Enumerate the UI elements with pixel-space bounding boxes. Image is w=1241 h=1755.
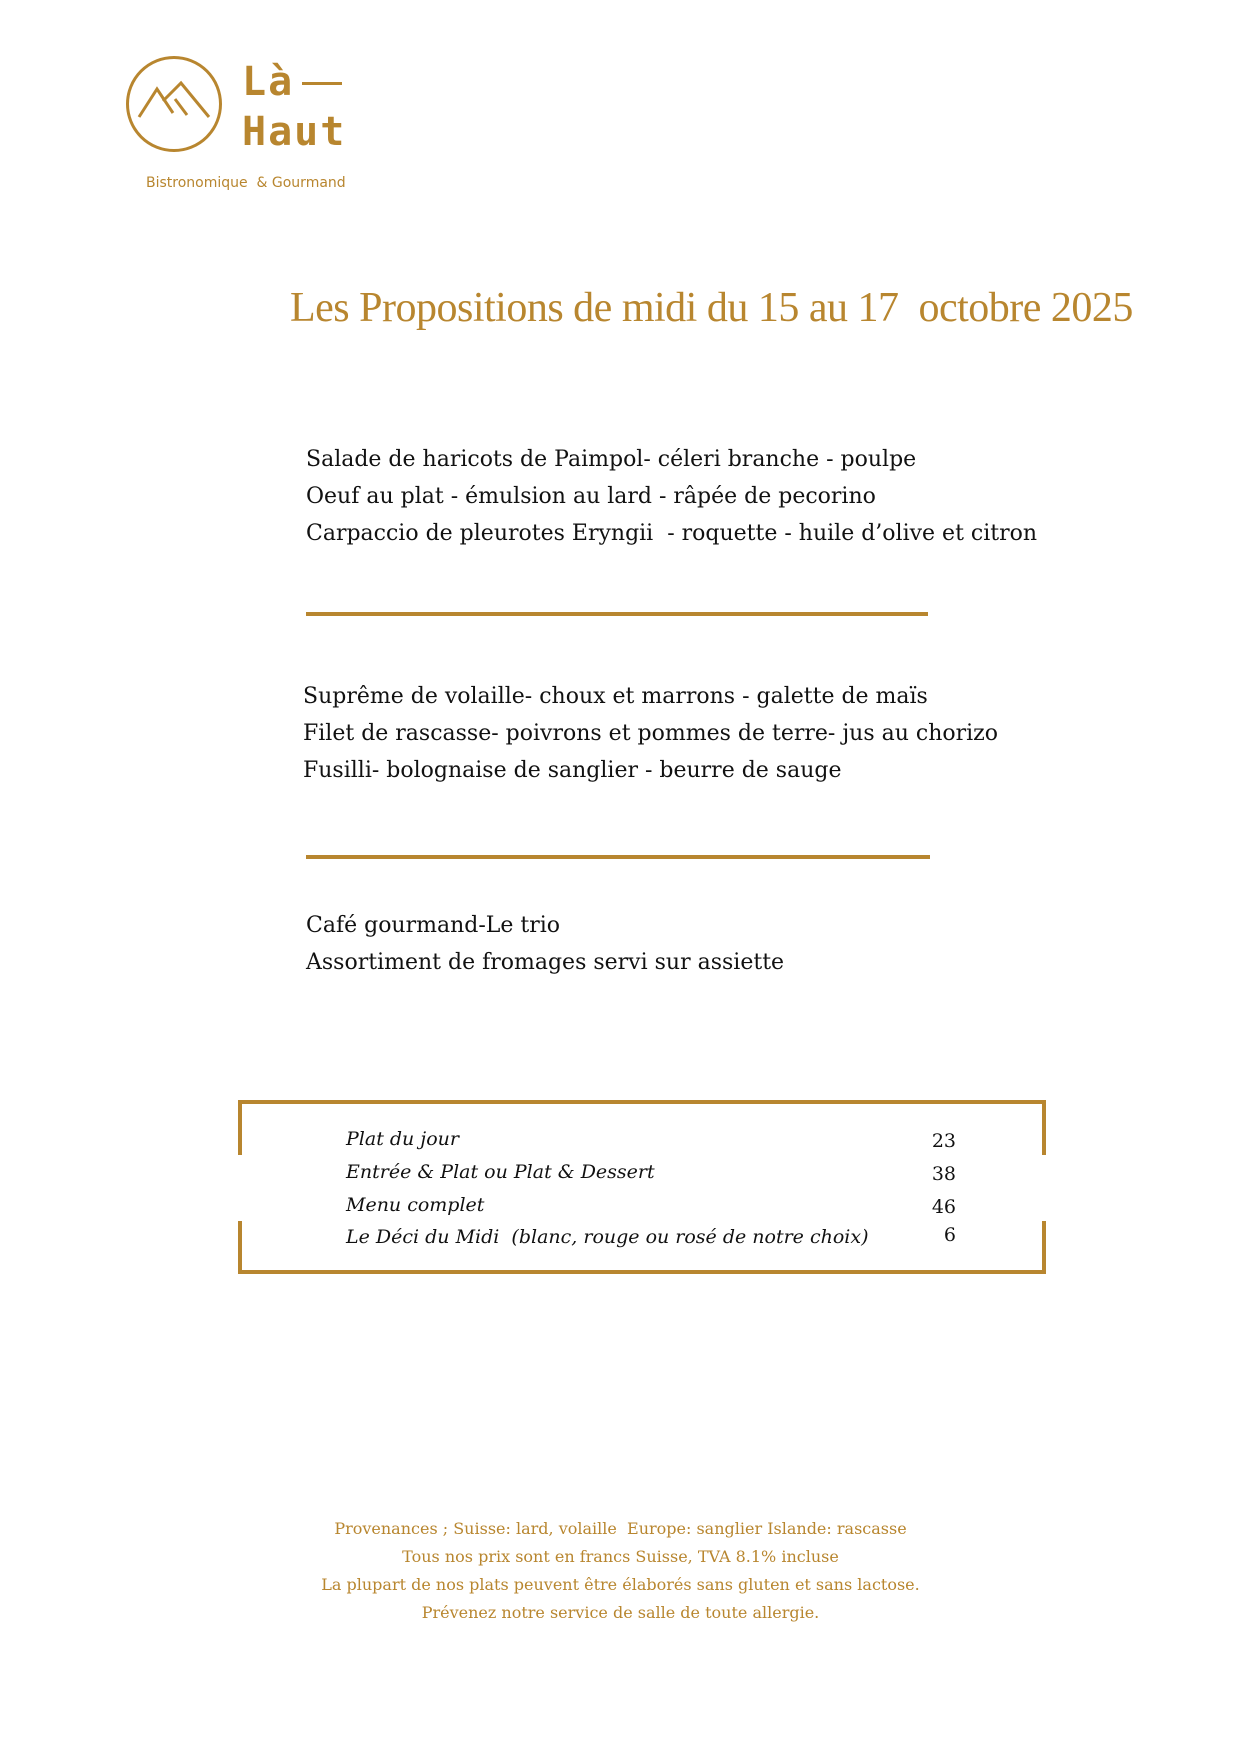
menu-item: Fusilli- bolognaise de sanglier - beurre de sauge: [303, 758, 842, 783]
entrees-list: [306, 441, 1037, 552]
price-value: 6: [943, 1224, 956, 1246]
section-divider: [306, 855, 930, 859]
price-label: Entrée & Plat ou Plat & Dessert: [346, 1161, 655, 1183]
price-row: [346, 1128, 956, 1150]
price-label: Menu complet: [346, 1194, 485, 1216]
footer-line: Prévenez notre service de salle de toute allergie.: [421, 1603, 820, 1622]
brand-tagline: Bistronomique & Gourmand: [146, 175, 346, 191]
restaurant-logo: [124, 54, 364, 164]
price-box: [238, 1100, 1046, 1274]
price-value: 46: [931, 1196, 956, 1218]
brand-name-line2: Haut: [242, 109, 347, 155]
footer-line: Tous nos prix sont en francs Suisse, TVA 8.1% incluse: [402, 1547, 839, 1566]
footer-line: Provenances ; Suisse: lard, volaille Europe: sanglier Islande: rascasse: [334, 1519, 907, 1538]
menu-item: Oeuf au plat - émulsion au lard - râpée de pecorino: [306, 484, 876, 509]
section-divider: [306, 612, 928, 616]
price-row: [346, 1161, 956, 1183]
menu-item: Suprême de volaille- choux et marrons - galette de maïs: [303, 684, 928, 709]
brand-name-line1: Là: [242, 59, 295, 105]
desserts-list: [306, 907, 784, 981]
price-row: [346, 1226, 956, 1248]
menu-item: Carpaccio de pleurotes Eryngii - roquette - huile d’olive et citron: [306, 521, 1038, 546]
menu-item: Café gourmand-Le trio: [306, 913, 561, 938]
price-value: 23: [931, 1130, 956, 1152]
price-row: [346, 1194, 956, 1216]
brand-dash: [302, 82, 342, 85]
mountain-logo-icon: [126, 56, 222, 152]
menu-title: Les Propositions de midi du 15 au 17 octobre 2025: [290, 285, 1133, 331]
footer-line: La plupart de nos plats peuvent être élaborés sans gluten et sans lactose.: [321, 1575, 920, 1594]
price-value: 38: [931, 1163, 956, 1185]
footer-notes: [0, 1515, 1241, 1627]
menu-item: Assortiment de fromages servi sur assiette: [306, 950, 785, 975]
plats-list: [303, 678, 998, 789]
menu-item: Filet de rascasse- poivrons et pommes de terre- jus au chorizo: [303, 721, 998, 746]
price-label: Plat du jour: [346, 1128, 459, 1150]
price-label: Le Déci du Midi (blanc, rouge ou rosé de notre choix): [346, 1226, 869, 1248]
menu-item: Salade de haricots de Paimpol- céleri branche - poulpe: [306, 447, 917, 472]
